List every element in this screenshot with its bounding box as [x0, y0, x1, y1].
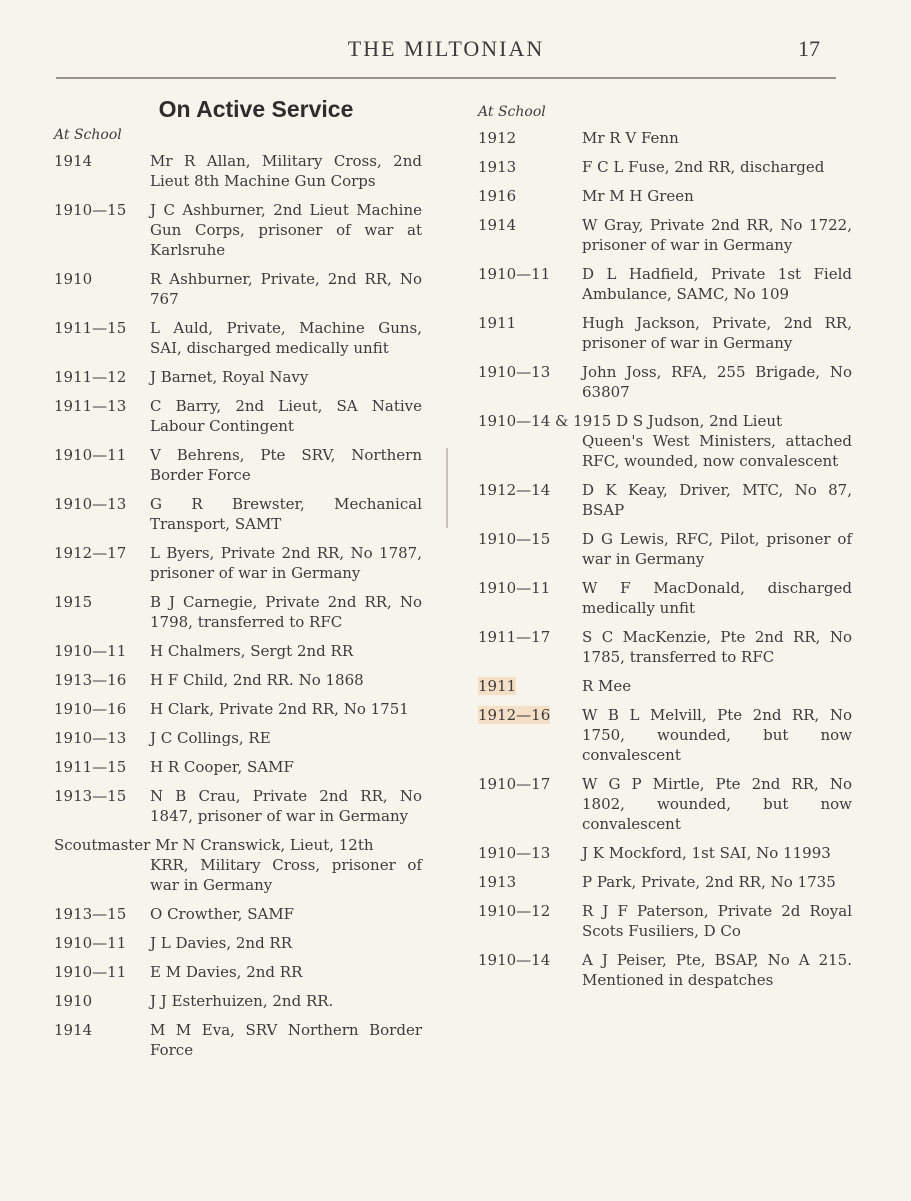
service-entry — [50, 786, 422, 826]
service-entry — [50, 699, 422, 719]
service-entry — [474, 128, 852, 148]
service-entry — [50, 367, 422, 387]
service-entry — [50, 318, 422, 358]
entry-details: S C MacKenzie, Pte 2nd RR, No 1785, transferred to RFC — [582, 628, 852, 666]
entry-years: 1910—11 — [478, 579, 551, 597]
service-entry — [474, 157, 852, 177]
entry-details: H F Child, 2nd RR. No 1868 — [150, 671, 364, 689]
service-entry — [474, 627, 852, 667]
column-label: At School — [54, 127, 122, 143]
scoutmaster-continuation: KRR, Military Cross, prisoner of war in Germany — [150, 856, 422, 894]
section-title: On Active Service — [158, 96, 354, 122]
entry-details: J K Mockford, 1st SAI, No 11993 — [582, 844, 831, 862]
entry-details: P Park, Private, 2nd RR, No 1735 — [582, 873, 836, 891]
service-entry — [474, 186, 852, 206]
entry-years: 1910—17 — [478, 775, 551, 793]
entry-years: 1911—17 — [478, 628, 551, 646]
entry-years: 1910—11 — [478, 265, 551, 283]
entry-details: Mr R Allan, Military Cross, 2nd Lieut 8th Machine Gun Corps — [150, 152, 422, 190]
service-entry — [50, 904, 422, 924]
entry-years — [474, 676, 582, 696]
entry-details: Mr R V Fenn — [582, 129, 679, 147]
service-entry — [50, 592, 422, 632]
entry-years: 1910—11 — [54, 934, 127, 952]
service-entry — [474, 901, 852, 941]
entry-years: 1916 — [478, 187, 517, 205]
entry-details: V Behrens, Pte SRV, Northern Border Force — [150, 446, 422, 484]
service-entry — [474, 529, 852, 569]
left-entry-list-b — [50, 904, 422, 1060]
service-entry — [50, 757, 422, 777]
entry-details: R J F Paterson, Private 2d Royal Scots Fusiliers, D Co — [582, 902, 852, 940]
entry-years: 1911—15 — [54, 758, 127, 776]
highlighted-years: 1911 — [478, 677, 517, 695]
entry-details: C Barry, 2nd Lieut, SA Native Labour Contingent — [150, 397, 422, 435]
service-entry — [50, 933, 422, 953]
column-label: At School — [478, 104, 546, 120]
entry-details: E M Davies, 2nd RR — [150, 963, 303, 981]
entry-details: R Mee — [582, 677, 632, 695]
entry-years: 1910—12 — [478, 902, 551, 920]
entry-details: W B L Melvill, Pte 2nd RR, No 1750, wounded, but now convalescent — [582, 706, 852, 764]
service-entry — [50, 200, 422, 260]
entry-details: D K Keay, Driver, MTC, No 87, BSAP — [582, 481, 852, 519]
entry-years: 1910—11 — [54, 446, 127, 464]
entry-details: J Barnet, Royal Navy — [150, 368, 309, 386]
entry-details: John Joss, RFA, 255 Brigade, No 63807 — [582, 363, 852, 401]
service-entry — [474, 480, 852, 520]
service-entry — [50, 728, 422, 748]
entry-years: 1914 — [54, 1021, 93, 1039]
entry-details: Mr M H Green — [582, 187, 694, 205]
entry-years: 1910—13 — [54, 495, 127, 513]
entry-years: 1911—15 — [54, 319, 127, 337]
entry-details: W Gray, Private 2nd RR, No 1722, prisoner of war in Germany — [582, 216, 852, 254]
right-entry-list-a — [474, 128, 852, 402]
gutter-mark — [446, 448, 448, 528]
entry-years: 1912—14 — [478, 481, 551, 499]
entry-details: N B Crau, Private 2nd RR, No 1847, prisoner of war in Germany — [150, 787, 422, 825]
page-header — [56, 30, 836, 80]
service-entry — [50, 445, 422, 485]
entry-details: J C Ashburner, 2nd Lieut Machine Gun Corps, prisoner of war at Karlsruhe — [150, 201, 422, 259]
service-entry — [474, 774, 852, 834]
highlighted-years: 1912—16 — [478, 706, 551, 724]
entry-years: 1913 — [478, 873, 517, 891]
entry-years — [474, 705, 582, 765]
service-entry — [50, 494, 422, 534]
entry-years: 1910 — [54, 270, 93, 288]
entry-years: 1910—15 — [54, 201, 127, 219]
entry-years: 1910—11 — [54, 963, 127, 981]
service-entry — [474, 362, 852, 402]
service-entry — [474, 215, 852, 255]
service-entry — [50, 641, 422, 661]
entry-years: 1913—16 — [54, 671, 127, 689]
right-entry-list-b — [474, 480, 852, 990]
service-entry — [474, 264, 852, 304]
judson-line: 1910—14 & 1915 D S Judson, 2nd Lieut — [478, 412, 783, 430]
entry-years: 1910 — [54, 992, 93, 1010]
entry-details: A J Peiser, Pte, BSAP, No A 215. Mentioned in despatches — [582, 951, 852, 989]
entry-years: 1911 — [478, 314, 517, 332]
entry-years: 1914 — [478, 216, 517, 234]
left-entry-list-a — [50, 151, 422, 826]
service-entry — [50, 670, 422, 690]
service-entry — [474, 843, 852, 863]
entry-years: 1910—11 — [54, 642, 127, 660]
entry-years: 1911—12 — [54, 368, 127, 386]
service-entry — [474, 705, 852, 765]
entry-details: J J Esterhuizen, 2nd RR. — [150, 992, 334, 1010]
entry-years: 1910—14 — [478, 951, 551, 969]
entry-details: H R Cooper, SAMF — [150, 758, 294, 776]
entry-details: J L Davies, 2nd RR — [150, 934, 293, 952]
service-entry — [474, 950, 852, 990]
entry-years: 1913—15 — [54, 787, 127, 805]
entry-details: F C L Fuse, 2nd RR, discharged — [582, 158, 825, 176]
entry-years: 1914 — [54, 152, 93, 170]
entry-years: 1915 — [54, 593, 93, 611]
entry-years: 1912 — [478, 129, 517, 147]
service-entry — [50, 396, 422, 436]
entry-details: G R Brewster, Mechanical Transport, SAMT — [150, 495, 422, 533]
entry-details: L Byers, Private 2nd RR, No 1787, prisoner of war in Germany — [150, 544, 422, 582]
entry-years: 1911—13 — [54, 397, 127, 415]
scoutmaster-line: Scoutmaster Mr N Cranswick, Lieut, 12th — [54, 836, 374, 854]
entry-details: J C Collings, RE — [150, 729, 271, 747]
judson-continuation: Queen's West Ministers, attached RFC, wounded, now convalescent — [582, 432, 852, 470]
entry-details: H Chalmers, Sergt 2nd RR — [150, 642, 354, 660]
entry-years: 1910—15 — [478, 530, 551, 548]
header-rule — [56, 77, 836, 79]
entry-details: Hugh Jackson, Private, 2nd RR, prisoner of war in Germany — [582, 314, 852, 352]
service-entry — [474, 578, 852, 618]
service-entry — [474, 676, 852, 696]
entry-years: 1913 — [478, 158, 517, 176]
right-column — [474, 102, 852, 999]
entry-details: O Crowther, SAMF — [150, 905, 295, 923]
entry-years: 1910—13 — [54, 729, 127, 747]
service-entry — [50, 1020, 422, 1060]
entry-years: 1910—16 — [54, 700, 127, 718]
service-entry — [50, 543, 422, 583]
service-entry — [50, 269, 422, 309]
entry-details: W F MacDonald, discharged medically unfit — [582, 579, 852, 617]
entry-details: H Clark, Private 2nd RR, No 1751 — [150, 700, 409, 718]
page-number: 17 — [798, 36, 820, 61]
service-entry — [50, 962, 422, 982]
entry-details: D L Hadfield, Private 1st Field Ambulance, SAMC, No 109 — [582, 265, 852, 303]
publication-title: THE MILTONIAN — [347, 36, 545, 61]
entry-details: M M Eva, SRV Northern Border Force — [150, 1021, 422, 1059]
service-entry — [474, 872, 852, 892]
service-entry — [50, 151, 422, 191]
entry-details: W G P Mirtle, Pte 2nd RR, No 1802, wounded, but now convalescent — [582, 775, 852, 833]
entry-years: 1910—13 — [478, 363, 551, 381]
entry-years: 1910—13 — [478, 844, 551, 862]
service-entry — [50, 991, 422, 1011]
entry-details: L Auld, Private, Machine Guns, SAI, discharged medically unfit — [150, 319, 422, 357]
entry-years: 1912—17 — [54, 544, 127, 562]
service-entry — [474, 313, 852, 353]
entry-details: D G Lewis, RFC, Pilot, prisoner of war in Germany — [582, 530, 852, 568]
left-column — [50, 95, 422, 1069]
entry-details: R Ashburner, Private, 2nd RR, No 767 — [150, 270, 422, 308]
entry-years: 1913—15 — [54, 905, 127, 923]
entry-details: B J Carnegie, Private 2nd RR, No 1798, transferred to RFC — [150, 593, 422, 631]
